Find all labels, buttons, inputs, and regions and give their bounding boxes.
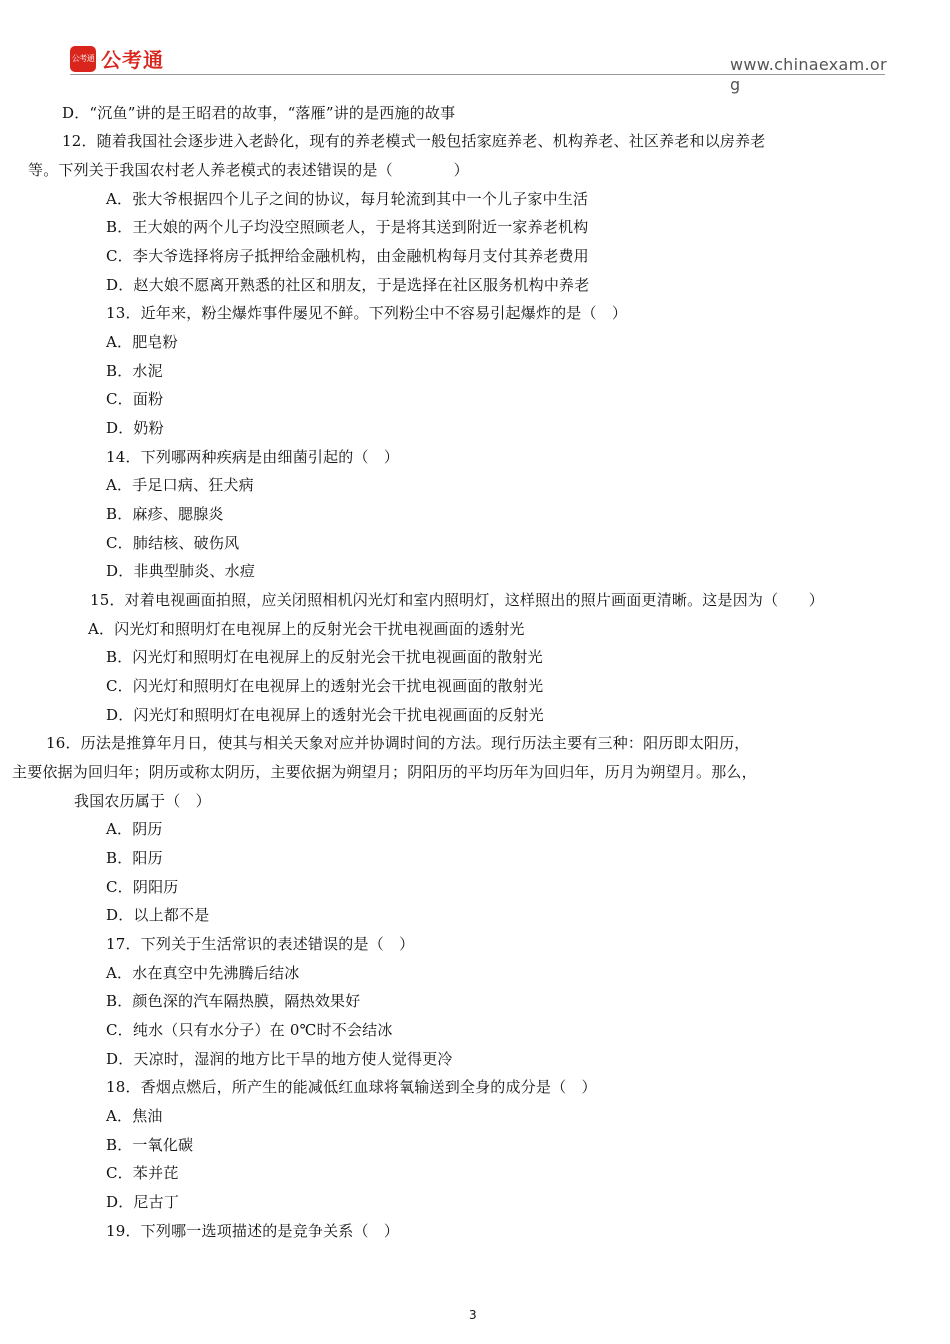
option-line: A．阴历	[106, 820, 163, 838]
option-line: C．苯并芘	[106, 1164, 179, 1182]
question-line: 16．历法是推算年月日，使其与相关天象对应并协调时间的方法。现行历法主要有三种：阳历即太阳历，	[46, 734, 750, 752]
question-line: 14．下列哪两种疾病是由细菌引起的（ ）	[106, 448, 400, 466]
question-line: 15．对着电视画面拍照，应关闭照相机闪光灯和室内照明灯，这样照出的照片画面更清晰。这是因为（ ）	[90, 591, 824, 609]
option-line: B．阳历	[106, 849, 163, 867]
brand-logo	[70, 44, 164, 73]
option-line: B．水泥	[106, 362, 163, 380]
option-line: B．王大娘的两个儿子均没空照顾老人，于是将其送到附近一家养老机构	[106, 218, 589, 236]
question-line: 18．香烟点燃后，所产生的能减低红血球将氧输送到全身的成分是（ ）	[106, 1078, 597, 1096]
option-line: D．天凉时，湿润的地方比干旱的地方使人觉得更冷	[106, 1050, 453, 1068]
logo-text: 公考通	[101, 48, 164, 72]
option-line: C．纯水（只有水分子）在 0℃时不会结冰	[106, 1021, 393, 1039]
page-number: 3	[469, 1308, 477, 1322]
option-line: C．阴阳历	[106, 878, 179, 896]
option-line: A．张大爷根据四个儿子之间的协议，每月轮流到其中一个儿子家中生活	[106, 190, 589, 208]
question-line: 17．下列关于生活常识的表述错误的是（ ）	[106, 935, 415, 953]
option-line: C．肺结核、破伤风	[106, 534, 240, 552]
option-line: C．李大爷选择将房子抵押给金融机构，由金融机构每月支付其养老费用	[106, 247, 589, 265]
option-line: B．一氧化碳	[106, 1136, 194, 1154]
site-url: www.chinaexam.org	[730, 55, 887, 94]
option-line: A．肥皂粉	[106, 333, 178, 351]
option-line: D．“沉鱼”讲的是王昭君的故事，“落雁”讲的是西施的故事	[62, 104, 456, 122]
option-line: D．尼古丁	[106, 1193, 180, 1211]
question-line: 等。下列关于我国农村老人养老模式的表述错误的是（ ）	[28, 161, 469, 179]
option-line: A．水在真空中先沸腾后结冰	[106, 964, 300, 982]
option-line: C．闪光灯和照明灯在电视屏上的透射光会干扰电视画面的散射光	[106, 677, 544, 695]
question-line: 主要依据为回归年；阴历或称太阴历，主要依据为朔望月；阴阳历的平均历年为回归年，历月为朔望月。那么，	[12, 763, 757, 781]
option-line: B．麻疹、腮腺炎	[106, 505, 224, 523]
question-line: 12．随着我国社会逐步进入老龄化，现有的养老模式一般包括家庭养老、机构养老、社区养老和以房养老	[62, 132, 766, 150]
question-line: 13．近年来，粉尘爆炸事件屡见不鲜。下列粉尘中不容易引起爆炸的是（ ）	[106, 304, 628, 322]
option-line: B．闪光灯和照明灯在电视屏上的反射光会干扰电视画面的散射光	[106, 648, 543, 666]
question-line: 19．下列哪一选项描述的是竞争关系（ ）	[106, 1222, 400, 1240]
question-line: 我国农历属于（ ）	[74, 792, 211, 810]
option-line: D．以上都不是	[106, 906, 210, 924]
option-line: D．赵大娘不愿离开熟悉的社区和朋友，于是选择在社区服务机构中养老	[106, 276, 590, 294]
logo-icon: 公考通	[70, 46, 96, 72]
option-line: A．闪光灯和照明灯在电视屏上的反射光会干扰电视画面的透射光	[88, 620, 525, 638]
option-line: D．奶粉	[106, 419, 164, 437]
option-line: A．焦油	[106, 1107, 163, 1125]
header-divider	[70, 74, 885, 75]
option-line: D．闪光灯和照明灯在电视屏上的透射光会干扰电视画面的反射光	[106, 706, 544, 724]
option-line: B．颜色深的汽车隔热膜，隔热效果好	[106, 992, 361, 1010]
option-line: A．手足口病、狂犬病	[106, 476, 254, 494]
option-line: C．面粉	[106, 390, 164, 408]
option-line: D．非典型肺炎、水痘	[106, 562, 256, 580]
